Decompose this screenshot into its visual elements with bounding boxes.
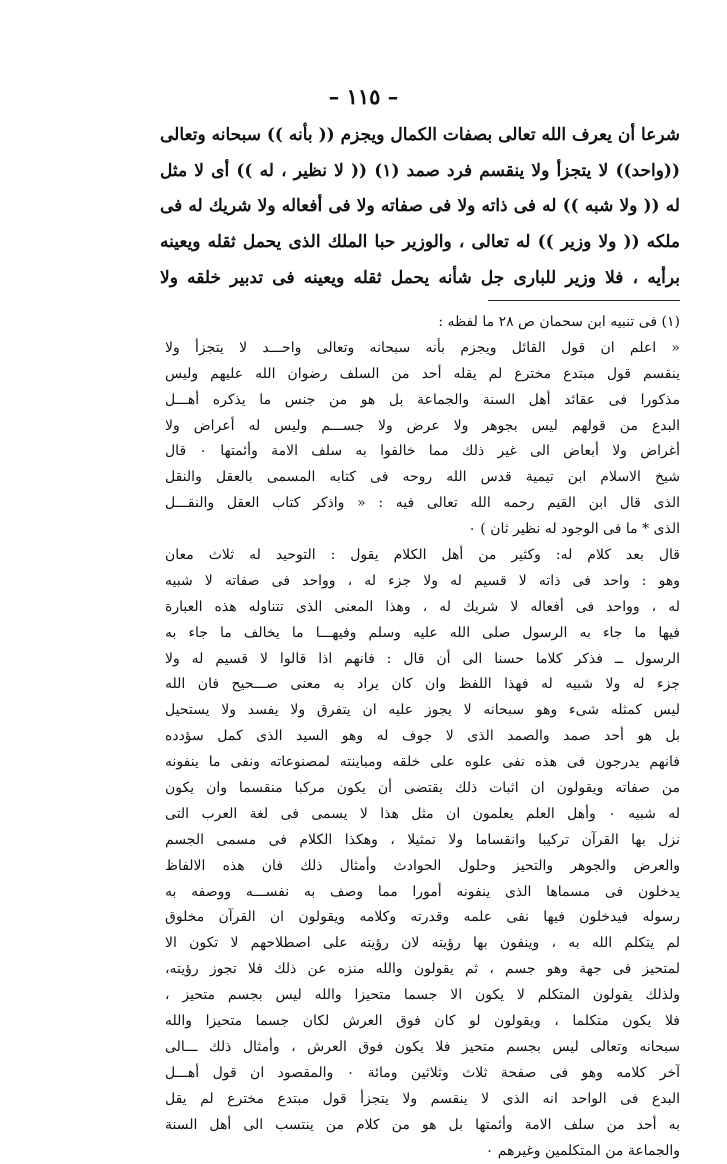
footnote-separator bbox=[488, 300, 680, 301]
main-text bbox=[160, 118, 680, 296]
footnote-line: من صفاته ويقولون ان اثبات ذلك يقتضى أن يكون مركبا منقسما وان يكون bbox=[165, 776, 680, 802]
footnote-line: ليس كمثله شىء وهو سبحانه لا يجوز عليه ان يتفرق ولا يفسد ولا يستحيل bbox=[165, 698, 680, 724]
footnote-line: به أحد من سلف الامة وأئمتها بل هو من كلام من ينتسب الى أهل السنة bbox=[165, 1113, 680, 1139]
footnote-line: الذى قال ابن القيم رحمه الله تعالى فيه : « واذكر كتاب العقل والنقـــل bbox=[165, 491, 680, 517]
main-text-line: ((واحد)) لا يتجزأ ولا ينقسم فرد صمد (١) (( لا نظير ، له )) أى لا مثل bbox=[160, 154, 680, 190]
footnote-line: البدع فى الواحد انه الذى لا ينقسم ولا يتجزأ قول مبتدع مخترع لم يقل bbox=[165, 1087, 680, 1113]
footnote-line: رسوله فيدخلون فيها نفى علمه وقدرته وكلامه ويقولون ان القرآن مخلوق bbox=[165, 905, 680, 931]
footnote-line: مذكورا فى عقائد أهل السنة والجماعة بل هو من جنس ما يذكره أهـــل bbox=[165, 388, 680, 414]
footnote-line: والعرض والجوهر والتحيز وحلول الحوادث وأمثال ذلك فان هذه الالفاظ bbox=[165, 854, 680, 880]
footnote-line: ولذلك يقولون المتكلم لا يكون الا جسما متحيزا والله ليس بجسم متحيز ، bbox=[165, 983, 680, 1009]
footnote-line: له شبيه ٠ وأهل العلم يعلمون ان مثل هذا لا يسمى فى لغة العرب التى bbox=[165, 802, 680, 828]
footnote-line: نزل بها القرآن تركيبا وانقساما ولا تمثيلا ، وهكذا الكلام فى مسمى الجسم bbox=[165, 828, 680, 854]
main-text-line: له (( ولا شبه )) له فى ذاته ولا فى صفاته ولا فى أفعاله ولا شريك له فى bbox=[160, 189, 680, 225]
footnote-line: ينقسم قول مبتدع مخترع لم يقله أحد من السلف رضوان الله عليهم وليس bbox=[165, 362, 680, 388]
footnote-line: سبحانه وتعالى ليس بجسم متحيز فلا يكون فوق العرش ، وأمثال ذلك ـــالى bbox=[165, 1035, 680, 1061]
footnote-line: فانهم يدرجون فى هذه نفى علوه على خلقه ومباينته لمصنوعاته ونفى ما ينفونه bbox=[165, 750, 680, 776]
footnote-line: لمتحيز فى جهة وهو جسم ، ثم يقولون والله منزه عن ذلك فلا تجوز رؤيته، bbox=[165, 957, 680, 983]
footnote bbox=[165, 310, 680, 1164]
footnote-line: والجماعة من المتكلمين وغيرهم ٠ bbox=[165, 1139, 680, 1164]
footnote-line: له ، وواحد فى أفعاله لا شريك له ، وهذا المعنى الذى تتناوله هذه العبارة bbox=[165, 595, 680, 621]
footnote-line: (١) فى تنبيه ابن سحمان ص ٢٨ ما لفظه : bbox=[165, 310, 680, 336]
main-text-line: برأيه ، فلا وزير للبارى جل شأنه يحمل ثقله ويعينه فى تدبير خلقه ولا bbox=[160, 261, 680, 297]
footnote-line: يدخلون فى مسماها الذى ينفونه أمورا مما وصف به نفســـه ووصفه به bbox=[165, 880, 680, 906]
footnote-line: وهو : واحد فى ذاته لا قسيم له ولا جزء له ، وواحد فى صفاته لا شبيه bbox=[165, 569, 680, 595]
footnote-line: أغراض ولا أبعاض الى غير ذلك مما خالفوا به سلف الامة وأئمتها ٠ قال bbox=[165, 439, 680, 465]
footnote-line: شيخ الاسلام ابن تيمية قدس الله روحه فى كتابه المسمى بالعقل والنقل bbox=[165, 465, 680, 491]
footnote-line: البدع من قولهم ليس بجوهر ولا عرض ولا جســـم وليس له أعراض ولا bbox=[165, 414, 680, 440]
footnote-line: فلا يكون متكلما ، ويقولون لو كان فوق العرش لكان جسما متحيزا والله bbox=[165, 1009, 680, 1035]
footnote-line: الذى * ما فى الوجود له نظير ثان ) ٠ bbox=[165, 517, 680, 543]
footnote-line: فيها ما جاء به الرسول صلى الله عليه وسلم وفيهـــا ما يخالف ما جاء به bbox=[165, 621, 680, 647]
footnote-line: لم يتكلم الله به ، وينفون بها رؤيته لان رؤيته على اصطلاحهم لا تكون الا bbox=[165, 931, 680, 957]
footnote-line: الرسول ــ فذكر كلاما حسنا الى أن قال : فانهم اذا قالوا لا قسيم له ولا bbox=[165, 647, 680, 673]
footnote-line: جزء له ولا شبيه له فهذا اللفظ وان كان يراد به معنى صـــحيح فان الله bbox=[165, 672, 680, 698]
page-number: – ١١٥ – bbox=[0, 84, 727, 109]
main-text-line: ملكه (( ولا وزير )) له تعالى ، والوزير حبا الملك الذى يحمل ثقله ويعينه bbox=[160, 225, 680, 261]
footnote-line: بل هو أحد صمد والصمد الذى لا جوف له وهو السيد الذى كمل سؤدده bbox=[165, 724, 680, 750]
main-text-line: شرعا أن يعرف الله تعالى بصفات الكمال ويجزم (( بأنه )) سبحانه وتعالى bbox=[160, 118, 680, 154]
footnote-line: آخر كلامه وهو فى صفحة ثلاث وثلاثين ومائة ٠ والمقصود ان قول أهـــل bbox=[165, 1061, 680, 1087]
footnote-line: قال بعد كلام له: وكثير من أهل الكلام يقول : التوحيد له ثلاث معان bbox=[165, 543, 680, 569]
footnote-line: « اعلم ان قول القائل ويجزم بأنه سبحانه وتعالى واحـــد لا يتجزأ ولا bbox=[165, 336, 680, 362]
